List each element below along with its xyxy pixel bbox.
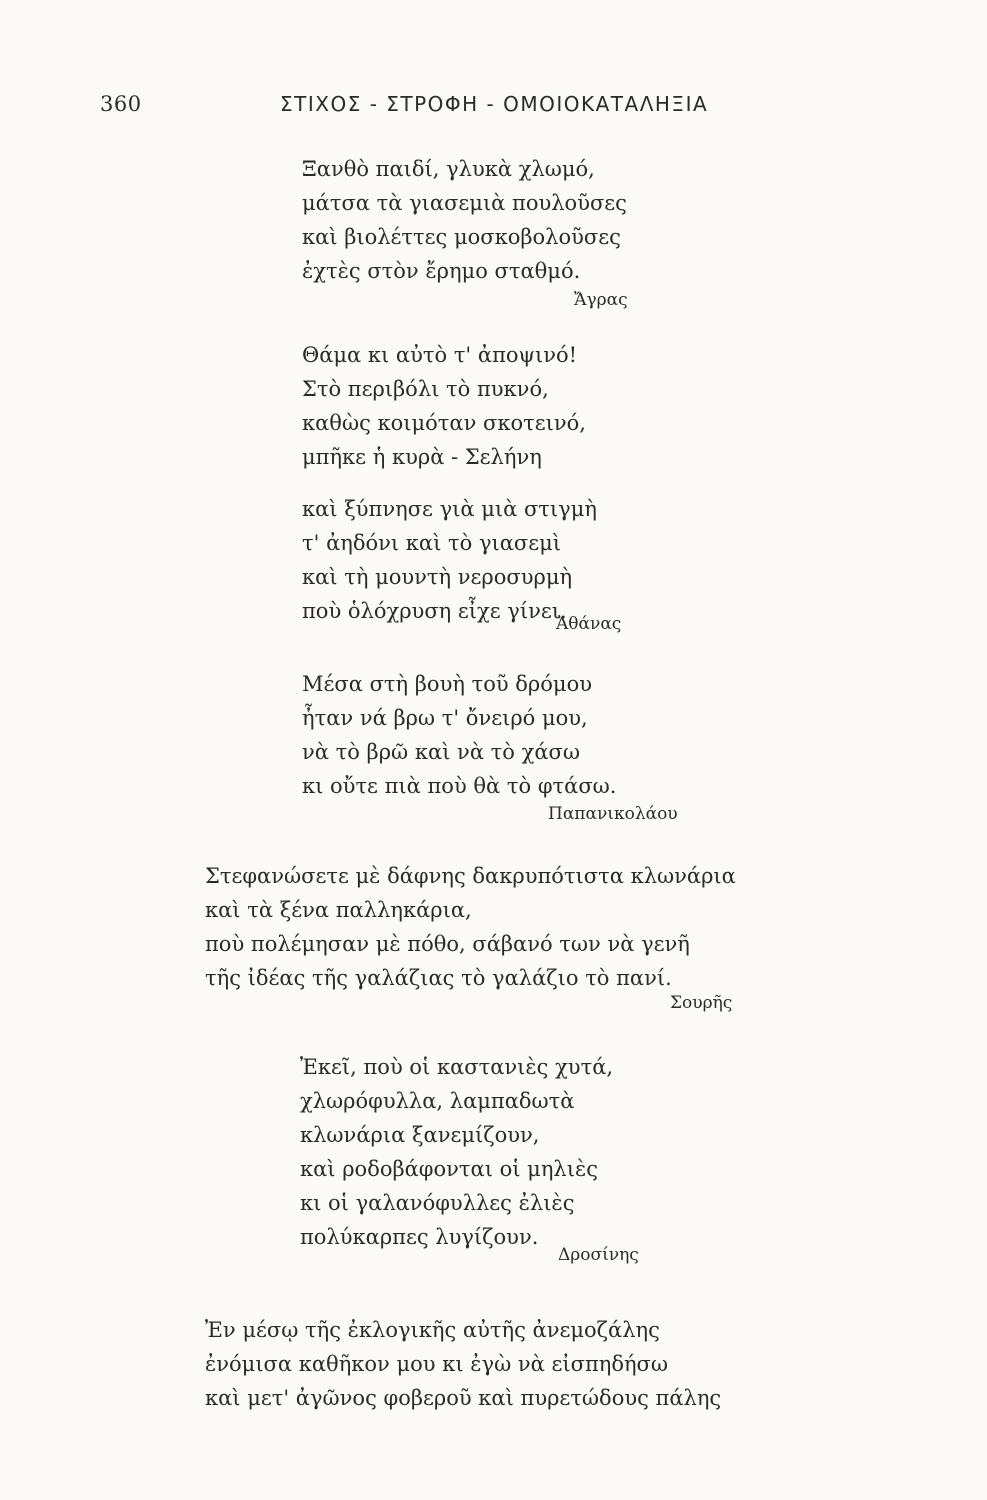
running-title: ΣΤΙΧΟΣ - ΣΤΡΟΦΗ - ΟΜΟΙΟΚΑΤΑΛΗΞΙΑ — [280, 92, 709, 116]
poem-line: καὶ τὴ μουντὴ νεροσυρμὴ — [302, 565, 573, 589]
poem-excerpt-final — [205, 1313, 721, 1415]
poem-line: κι οἱ γαλανόφυλλες ἐλιὲς — [300, 1191, 575, 1215]
poem-line: τῆς ἰδέας τῆς γαλάζιας τὸ γαλάζιο τὸ πανί. — [205, 966, 672, 990]
poem-line: ἐχτὲς στὸν ἔρημο σταθμό. — [302, 259, 581, 283]
author-attribution: Παπανικολάου — [548, 804, 678, 824]
poem-line: Θάμα κι αὐτὸ τ' ἀποψινό! — [302, 343, 578, 367]
poem-line: Στεφανώσετε μὲ δάφνης δακρυπότιστα κλωνάρια — [205, 864, 736, 888]
poem-line: Ξανθὸ παιδί, γλυκὰ χλωμό, — [302, 157, 595, 181]
poem-line: καὶ ροδοβάφονται οἱ μηλιὲς — [300, 1157, 598, 1181]
poem-line: μάτσα τὰ γιασεμιὰ πουλοῦσες — [302, 191, 627, 215]
poem-excerpt-papanikolaou — [302, 667, 616, 803]
poem-line: καθὼς κοιμόταν σκοτεινό, — [302, 411, 586, 435]
poem-line: μπῆκε ἡ κυρὰ - Σελήνη — [302, 445, 542, 469]
poem-excerpt-souris — [205, 859, 736, 995]
poem-line: τ' ἀηδόνι καὶ τὸ γιασεμὶ — [302, 531, 562, 555]
poem-line: κλωνάρια ξανεμίζουν, — [300, 1123, 540, 1147]
poem-line: καὶ βιολέττες μοσκοβολοῦσες — [302, 225, 621, 249]
poem-line: χλωρόφυλλα, λαμπαδωτὰ — [300, 1089, 575, 1113]
poem-line: Ἐν μέσῳ τῆς ἐκλογικῆς αὐτῆς ἀνεμοζάλης — [205, 1318, 660, 1342]
poem-line: καὶ ξύπνησε γιὰ μιὰ στιγμὴ — [302, 497, 597, 521]
poem-line: ἦταν νά βρω τ' ὄνειρό μου, — [302, 706, 588, 730]
poem-line: ποὺ ὁλόχρυση εἶχε γίνει. — [302, 599, 567, 623]
poem-line: ἐνόμισα καθῆκον μου κι ἐγὼ νὰ εἰσπηδήσω — [205, 1352, 669, 1376]
poem-line: νὰ τὸ βρῶ καὶ νὰ τὸ χάσω — [302, 740, 580, 764]
author-attribution: Ἄγρας — [574, 290, 628, 310]
poem-line: πολύκαρπες λυγίζουν. — [300, 1225, 539, 1249]
poem-excerpt-athanas — [302, 338, 597, 628]
poem-line: Ἐκεῖ, ποὺ οἱ καστανιὲς χυτά, — [300, 1055, 614, 1079]
author-attribution: Ἀθάνας — [556, 614, 622, 634]
author-attribution: Σουρῆς — [670, 993, 733, 1013]
poem-line: Στὸ περιβόλι τὸ πυκνό, — [302, 377, 549, 401]
poem-line: ποὺ πολέμησαν μὲ πόθο, σάβανό των νὰ γενῆ — [205, 932, 690, 956]
poem-line: καὶ μετ' ἀγῶνος φοβεροῦ καὶ πυρετώδους πάλης — [205, 1386, 722, 1410]
poem-line: κι οὔτε πιὰ ποὺ θὰ τὸ φτάσω. — [302, 774, 617, 798]
stanza-break — [302, 474, 597, 492]
poem-line: καὶ τὰ ξένα παλληκάρια, — [205, 898, 472, 922]
poem-excerpt-agras — [302, 152, 627, 288]
page-header — [100, 92, 740, 122]
poem-line: Μέσα στὴ βουὴ τοῦ δρόμου — [302, 672, 592, 696]
page-number: 360 — [100, 92, 142, 116]
poem-excerpt-drosinis — [300, 1050, 613, 1254]
author-attribution: Δροσίνης — [558, 1245, 639, 1265]
